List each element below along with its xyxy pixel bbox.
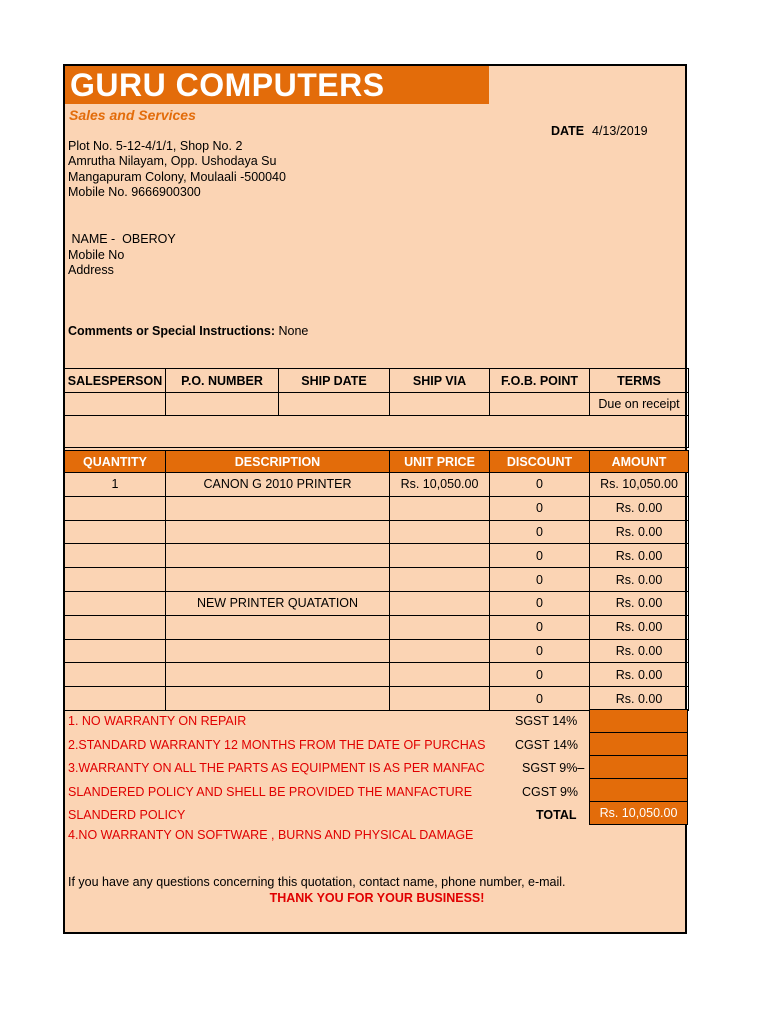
comments-label: Comments or Special Instructions:: [68, 324, 275, 338]
items-header-cell: DESCRIPTION: [166, 451, 390, 473]
sgst14-value: [590, 710, 688, 733]
unit-price-cell: [390, 615, 490, 639]
tax-label: SGST 9%: [522, 761, 578, 775]
unit-price-cell: [390, 568, 490, 592]
tax-label: SGST 14%: [515, 714, 578, 728]
order-header-row: [65, 369, 689, 393]
items-header-cell: QUANTITY: [65, 451, 166, 473]
order-header-cell: F.O.B. POINT: [490, 369, 590, 393]
footer-question: If you have any questions concerning this quotation, contact name, phone number, e-mail.: [68, 875, 566, 889]
amount-cell: Rs. 10,050.00: [590, 473, 689, 497]
sgst9-value: [590, 756, 688, 779]
table-row: [65, 591, 689, 615]
spacer-cell: [65, 416, 689, 448]
items-header-cell: AMOUNT: [590, 451, 689, 473]
tax-label: CGST 9%: [522, 785, 579, 799]
amount-cell: Rs. 0.00: [590, 615, 689, 639]
discount-cell: 0: [490, 520, 590, 544]
note-line: 1. NO WARRANTY ON REPAIR: [68, 714, 247, 728]
address-line: Plot No. 5-12-4/1/1, Shop No. 2: [68, 139, 243, 153]
address-line: Amrutha Nilayam, Opp. Ushodaya Su: [68, 154, 277, 168]
unit-price-cell: [390, 663, 490, 687]
order-header-cell: TERMS: [590, 369, 689, 393]
company-name: GURU COMPUTERS: [70, 67, 385, 103]
quantity-cell: [65, 520, 166, 544]
date-label: DATE: [551, 124, 585, 138]
comments-row: [68, 324, 308, 338]
total-label: TOTAL: [536, 808, 577, 822]
spacer-row: [65, 416, 689, 448]
totals-column: [589, 709, 688, 825]
amount-cell: Rs. 0.00: [590, 520, 689, 544]
table-row: [65, 663, 689, 687]
tax-label: CGST 14%: [515, 738, 578, 752]
description-cell: [166, 639, 390, 663]
customer-mobile: Mobile No: [68, 248, 125, 262]
discount-cell: 0: [490, 687, 590, 711]
table-row: [65, 687, 689, 711]
invoice-sheet: [63, 64, 687, 934]
quantity-cell: [65, 687, 166, 711]
note-line: SLANDERD POLICY: [68, 808, 186, 822]
quantity-cell: [65, 591, 166, 615]
quantity-cell: 1: [65, 473, 166, 497]
items-header-cell: DISCOUNT: [490, 451, 590, 473]
description-cell: NEW PRINTER QUATATION: [166, 591, 390, 615]
unit-price-cell: Rs. 10,050.00: [390, 473, 490, 497]
quantity-cell: [65, 568, 166, 592]
order-header-cell: SHIP DATE: [279, 369, 390, 393]
footer-thanks: THANK YOU FOR YOUR BUSINESS!: [269, 891, 485, 905]
address-line: Mangapuram Colony, Moulaali -500040: [68, 170, 286, 184]
discount-cell: 0: [490, 544, 590, 568]
discount-cell: 0: [490, 591, 590, 615]
order-value-cell: [490, 393, 590, 416]
discount-cell: 0: [490, 473, 590, 497]
unit-price-cell: [390, 544, 490, 568]
items-table: [64, 450, 689, 473]
discount-cell: 0: [490, 615, 590, 639]
description-cell: [166, 615, 390, 639]
amount-cell: Rs. 0.00: [590, 663, 689, 687]
description-cell: [166, 663, 390, 687]
company-mobile: Mobile No. 9666900300: [68, 185, 201, 199]
table-row: [65, 496, 689, 520]
unit-price-cell: [390, 687, 490, 711]
order-header-cell: P.O. NUMBER: [166, 369, 279, 393]
discount-cell: 0: [490, 496, 590, 520]
note-line: 4.NO WARRANTY ON SOFTWARE , BURNS AND PHYSICAL DAMAGE: [68, 828, 474, 842]
table-row: [65, 520, 689, 544]
note-line: 2.STANDARD WARRANTY 12 MONTHS FROM THE DATE OF PURCHAS: [68, 738, 486, 752]
order-value-cell: [390, 393, 490, 416]
table-row: [65, 639, 689, 663]
note-line: SLANDERED POLICY AND SHELL BE PROVIDED THE MANFACTURE: [68, 785, 473, 799]
cgst9-value: [590, 779, 688, 802]
unit-price-cell: [390, 591, 490, 615]
items-body: [64, 472, 689, 711]
amount-cell: Rs. 0.00: [590, 496, 689, 520]
order-header-cell: SHIP VIA: [390, 369, 490, 393]
amount-cell: Rs. 0.00: [590, 687, 689, 711]
amount-cell: Rs. 0.00: [590, 568, 689, 592]
quantity-cell: [65, 615, 166, 639]
discount-cell: 0: [490, 568, 590, 592]
table-row: [65, 568, 689, 592]
quantity-cell: [65, 544, 166, 568]
comments-value: None: [278, 324, 309, 338]
description-cell: [166, 496, 390, 520]
order-value-cell: [65, 393, 166, 416]
table-row: [65, 473, 689, 497]
order-value-cell: [279, 393, 390, 416]
items-header-row: [65, 451, 689, 473]
description-cell: [166, 568, 390, 592]
quantity-cell: [65, 639, 166, 663]
unit-price-cell: [390, 639, 490, 663]
order-header-cell: SALESPERSON: [65, 369, 166, 393]
total-value: Rs. 10,050.00: [590, 802, 688, 825]
order-value-cell: [166, 393, 279, 416]
unit-price-cell: [390, 520, 490, 544]
discount-cell: 0: [490, 663, 590, 687]
unit-price-cell: [390, 496, 490, 520]
description-cell: CANON G 2010 PRINTER: [166, 473, 390, 497]
quantity-cell: [65, 663, 166, 687]
amount-cell: Rs. 0.00: [590, 639, 689, 663]
cgst14-value: [590, 733, 688, 756]
description-cell: [166, 687, 390, 711]
amount-cell: Rs. 0.00: [590, 544, 689, 568]
discount-cell: 0: [490, 639, 590, 663]
title-bar: [65, 66, 489, 104]
table-row: [65, 544, 689, 568]
description-cell: [166, 520, 390, 544]
order-value-cell: Due on receipt: [590, 393, 689, 416]
order-value-row: [65, 393, 689, 416]
customer-address: Address: [68, 263, 114, 277]
items-header-cell: UNIT PRICE: [390, 451, 490, 473]
note-line: 3.WARRANTY ON ALL THE PARTS AS EQUIPMENT IS AS PER MANFAC: [68, 761, 485, 775]
description-cell: [166, 544, 390, 568]
quantity-cell: [65, 496, 166, 520]
amount-cell: Rs. 0.00: [590, 591, 689, 615]
date-value: 4/13/2019: [592, 124, 648, 138]
table-row: [65, 615, 689, 639]
order-info-table: [64, 368, 689, 448]
customer-name: NAME - OBEROY: [68, 232, 176, 246]
company-tagline: Sales and Services: [69, 107, 196, 123]
